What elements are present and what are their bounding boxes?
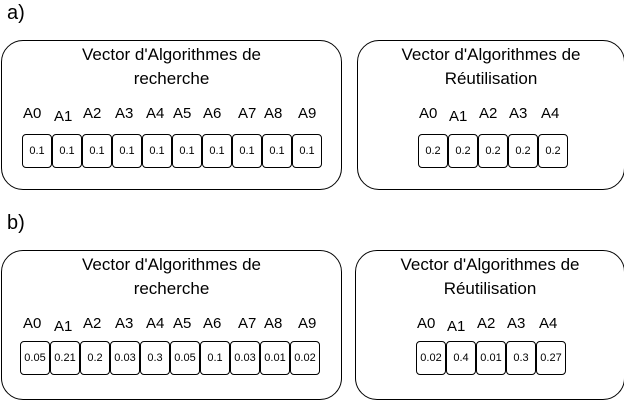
probability-cell: 0.1 — [22, 134, 52, 168]
probability-cell: 0.02 — [416, 341, 446, 375]
probability-cell: 0.4 — [446, 341, 476, 375]
algorithm-label: A2 — [83, 315, 102, 332]
probability-cell: 0.1 — [202, 134, 232, 168]
panel-title: Vector d'Algorithmes de Réutilisation — [401, 45, 581, 88]
algorithm-label: A8 — [264, 105, 283, 122]
probability-cell: 0.1 — [142, 134, 172, 168]
algorithm-label: A7 — [238, 315, 257, 332]
algorithm-label: A5 — [173, 105, 192, 122]
probability-cell: 0.1 — [82, 134, 112, 168]
algorithm-label: A5 — [173, 315, 192, 332]
algorithm-label: A3 — [509, 105, 528, 122]
reuse-algorithms-panel — [355, 250, 624, 400]
algorithm-label: A4 — [146, 315, 165, 332]
algorithm-label: A1 — [54, 318, 73, 335]
probability-cell: 0.1 — [172, 134, 202, 168]
algorithm-label: A4 — [146, 105, 165, 122]
algorithm-label: A6 — [203, 315, 222, 332]
probability-cell: 0.05 — [170, 341, 200, 375]
probability-cell: 0.2 — [448, 134, 478, 168]
probability-cell: 0.3 — [140, 341, 170, 375]
algorithm-label: A0 — [23, 315, 42, 332]
algorithm-label: A4 — [539, 315, 558, 332]
algorithm-label: A0 — [419, 105, 438, 122]
section-label: a) — [7, 2, 25, 24]
probability-cell: 0.01 — [476, 341, 506, 375]
algorithm-label: A2 — [477, 315, 496, 332]
probability-cell: 0.1 — [232, 134, 262, 168]
probability-cell: 0.1 — [292, 134, 322, 168]
algorithm-label: A4 — [541, 105, 560, 122]
probability-cell: 0.1 — [200, 341, 230, 375]
algorithm-label: A2 — [83, 105, 102, 122]
probability-cell: 0.03 — [230, 341, 260, 375]
probability-cell: 0.21 — [50, 341, 80, 375]
section-label: b) — [7, 212, 25, 234]
reuse-algorithms-panel — [357, 40, 624, 190]
probability-cell: 0.2 — [80, 341, 110, 375]
probability-cell: 0.1 — [52, 134, 82, 168]
algorithm-label: A9 — [298, 315, 317, 332]
algorithm-label: A7 — [238, 105, 257, 122]
search-algorithms-panel — [1, 40, 342, 190]
probability-cell: 0.3 — [506, 341, 536, 375]
algorithm-label: A3 — [507, 315, 526, 332]
panel-title: Vector d'Algorithmes de recherche — [81, 255, 261, 298]
algorithm-label: A0 — [23, 105, 42, 122]
algorithm-label: A1 — [447, 318, 466, 335]
algorithm-label: A6 — [203, 105, 222, 122]
algorithm-label: A8 — [264, 315, 283, 332]
probability-cell: 0.05 — [20, 341, 50, 375]
panel-title: Vector d'Algorithmes de Réutilisation — [400, 255, 580, 298]
probability-cell: 0.2 — [508, 134, 538, 168]
algorithm-label: A0 — [417, 315, 436, 332]
algorithm-label: A1 — [54, 108, 73, 125]
algorithm-label: A9 — [298, 105, 317, 122]
algorithm-label: A3 — [115, 315, 134, 332]
probability-cell: 0.1 — [112, 134, 142, 168]
probability-cell: 0.02 — [290, 341, 320, 375]
probability-cell: 0.01 — [260, 341, 290, 375]
probability-cell: 0.27 — [536, 341, 566, 375]
probability-cell: 0.2 — [418, 134, 448, 168]
search-algorithms-panel — [1, 250, 342, 400]
algorithm-label: A3 — [115, 105, 134, 122]
probability-cell: 0.2 — [478, 134, 508, 168]
probability-cell: 0.2 — [538, 134, 568, 168]
panel-title: Vector d'Algorithmes de recherche — [81, 45, 261, 88]
algorithm-label: A2 — [479, 105, 498, 122]
probability-cell: 0.1 — [262, 134, 292, 168]
algorithm-label: A1 — [449, 108, 468, 125]
probability-cell: 0.03 — [110, 341, 140, 375]
